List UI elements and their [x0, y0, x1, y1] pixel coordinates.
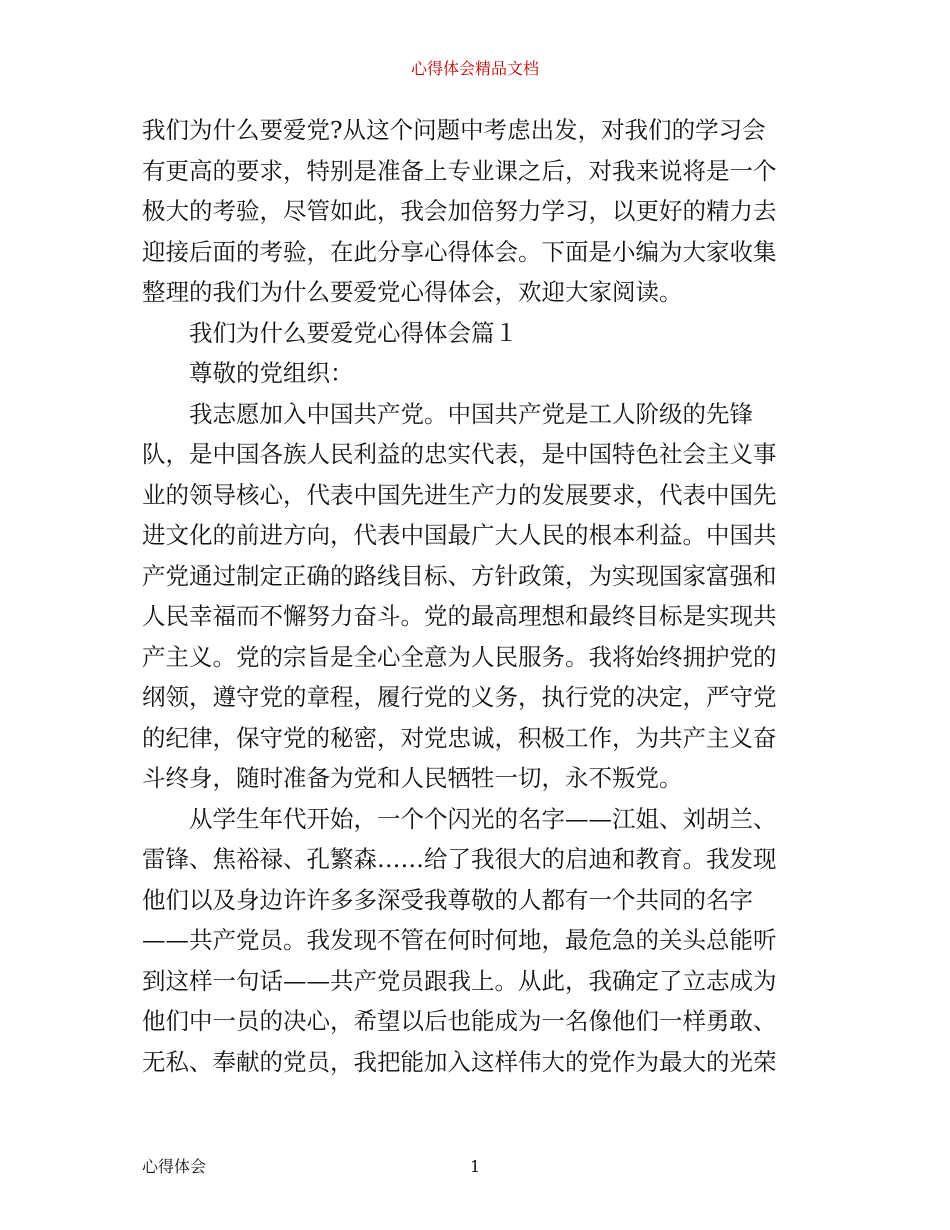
text-line: 我志愿加入中国共产党。中国共产党是工人阶级的先锋: [189, 399, 753, 428]
text-line: 雷锋、焦裕禄、孔繁森……给了我很大的启迪和教育。我发现: [142, 845, 777, 873]
paragraph-intro: [142, 110, 812, 313]
text-line: 进文化的前进方向，代表中国最广大人民的根本利益。中国共: [142, 521, 777, 549]
salutation: [142, 353, 812, 394]
paragraph-inspiration: [142, 799, 812, 1083]
text-line: 整理的我们为什么要爱党心得体会，欢迎大家阅读。: [142, 278, 683, 306]
page-number: 1: [470, 1157, 481, 1176]
text-line: 尊敬的党组织：: [189, 359, 354, 387]
footer-label: 心得体会: [142, 1157, 207, 1176]
paragraph-pledge: [142, 394, 812, 799]
text-line: 迎接后面的考验，在此分享心得体会。下面是小编为大家收集: [142, 237, 777, 266]
text-line: 的纪律，保守党的秘密，对党忠诚，积极工作，为共产主义奋: [142, 723, 777, 752]
text-line: 从学生年代开始，一个个闪光的名字——江姐、刘胡兰、: [189, 804, 777, 833]
text-line: 队，是中国各族人民利益的忠实代表，是中国特色社会主义事: [142, 440, 777, 468]
text-line: 斗终身，随时准备为党和人民牺牲一切，永不叛党。: [142, 764, 683, 792]
text-line: 业的领导核心，代表中国先进生产力的发展要求，代表中国先: [142, 480, 777, 509]
text-line: 极大的考验，尽管如此，我会加倍努力学习，以更好的精力去: [142, 197, 777, 225]
text-line: 纲领，遵守党的章程，履行党的义务，执行党的决定，严守党: [142, 683, 777, 711]
text-line: 他们中一员的决心，希望以后也能成为一名像他们一样勇敢、: [142, 1007, 777, 1035]
text-line: 我们为什么要爱党心得体会篇１: [189, 318, 518, 347]
text-line: 有更高的要求，特别是准备上专业课之后，对我来说将是一个: [142, 156, 777, 185]
text-line: 人民幸福而不懈努力奋斗。党的最高理想和最终目标是实现共: [142, 602, 777, 630]
section-heading: [142, 313, 812, 354]
text-line: 产党通过制定正确的路线目标、方针政策，为实现国家富强和: [142, 561, 777, 590]
text-line: 他们以及身边许许多多深受我尊敬的人都有一个共同的名字: [142, 885, 753, 914]
text-line: ——共产党员。我发现不管在何时何地，最危急的关头总能听: [142, 926, 777, 954]
document-body: [142, 110, 812, 1082]
text-line: 无私、奉献的党员，我把能加入这样伟大的党作为最大的光荣: [142, 1047, 777, 1076]
text-line: 我们为什么要爱党?从这个问题中考虑出发，对我们的学习会: [142, 116, 766, 144]
text-line: 到这样一句话——共产党员跟我上。从此，我确定了立志成为: [142, 966, 777, 995]
document-header-title: 心得体会精品文档: [410, 59, 539, 78]
text-line: 产主义。党的宗旨是全心全意为人民服务。我将始终拥护党的: [142, 642, 777, 671]
